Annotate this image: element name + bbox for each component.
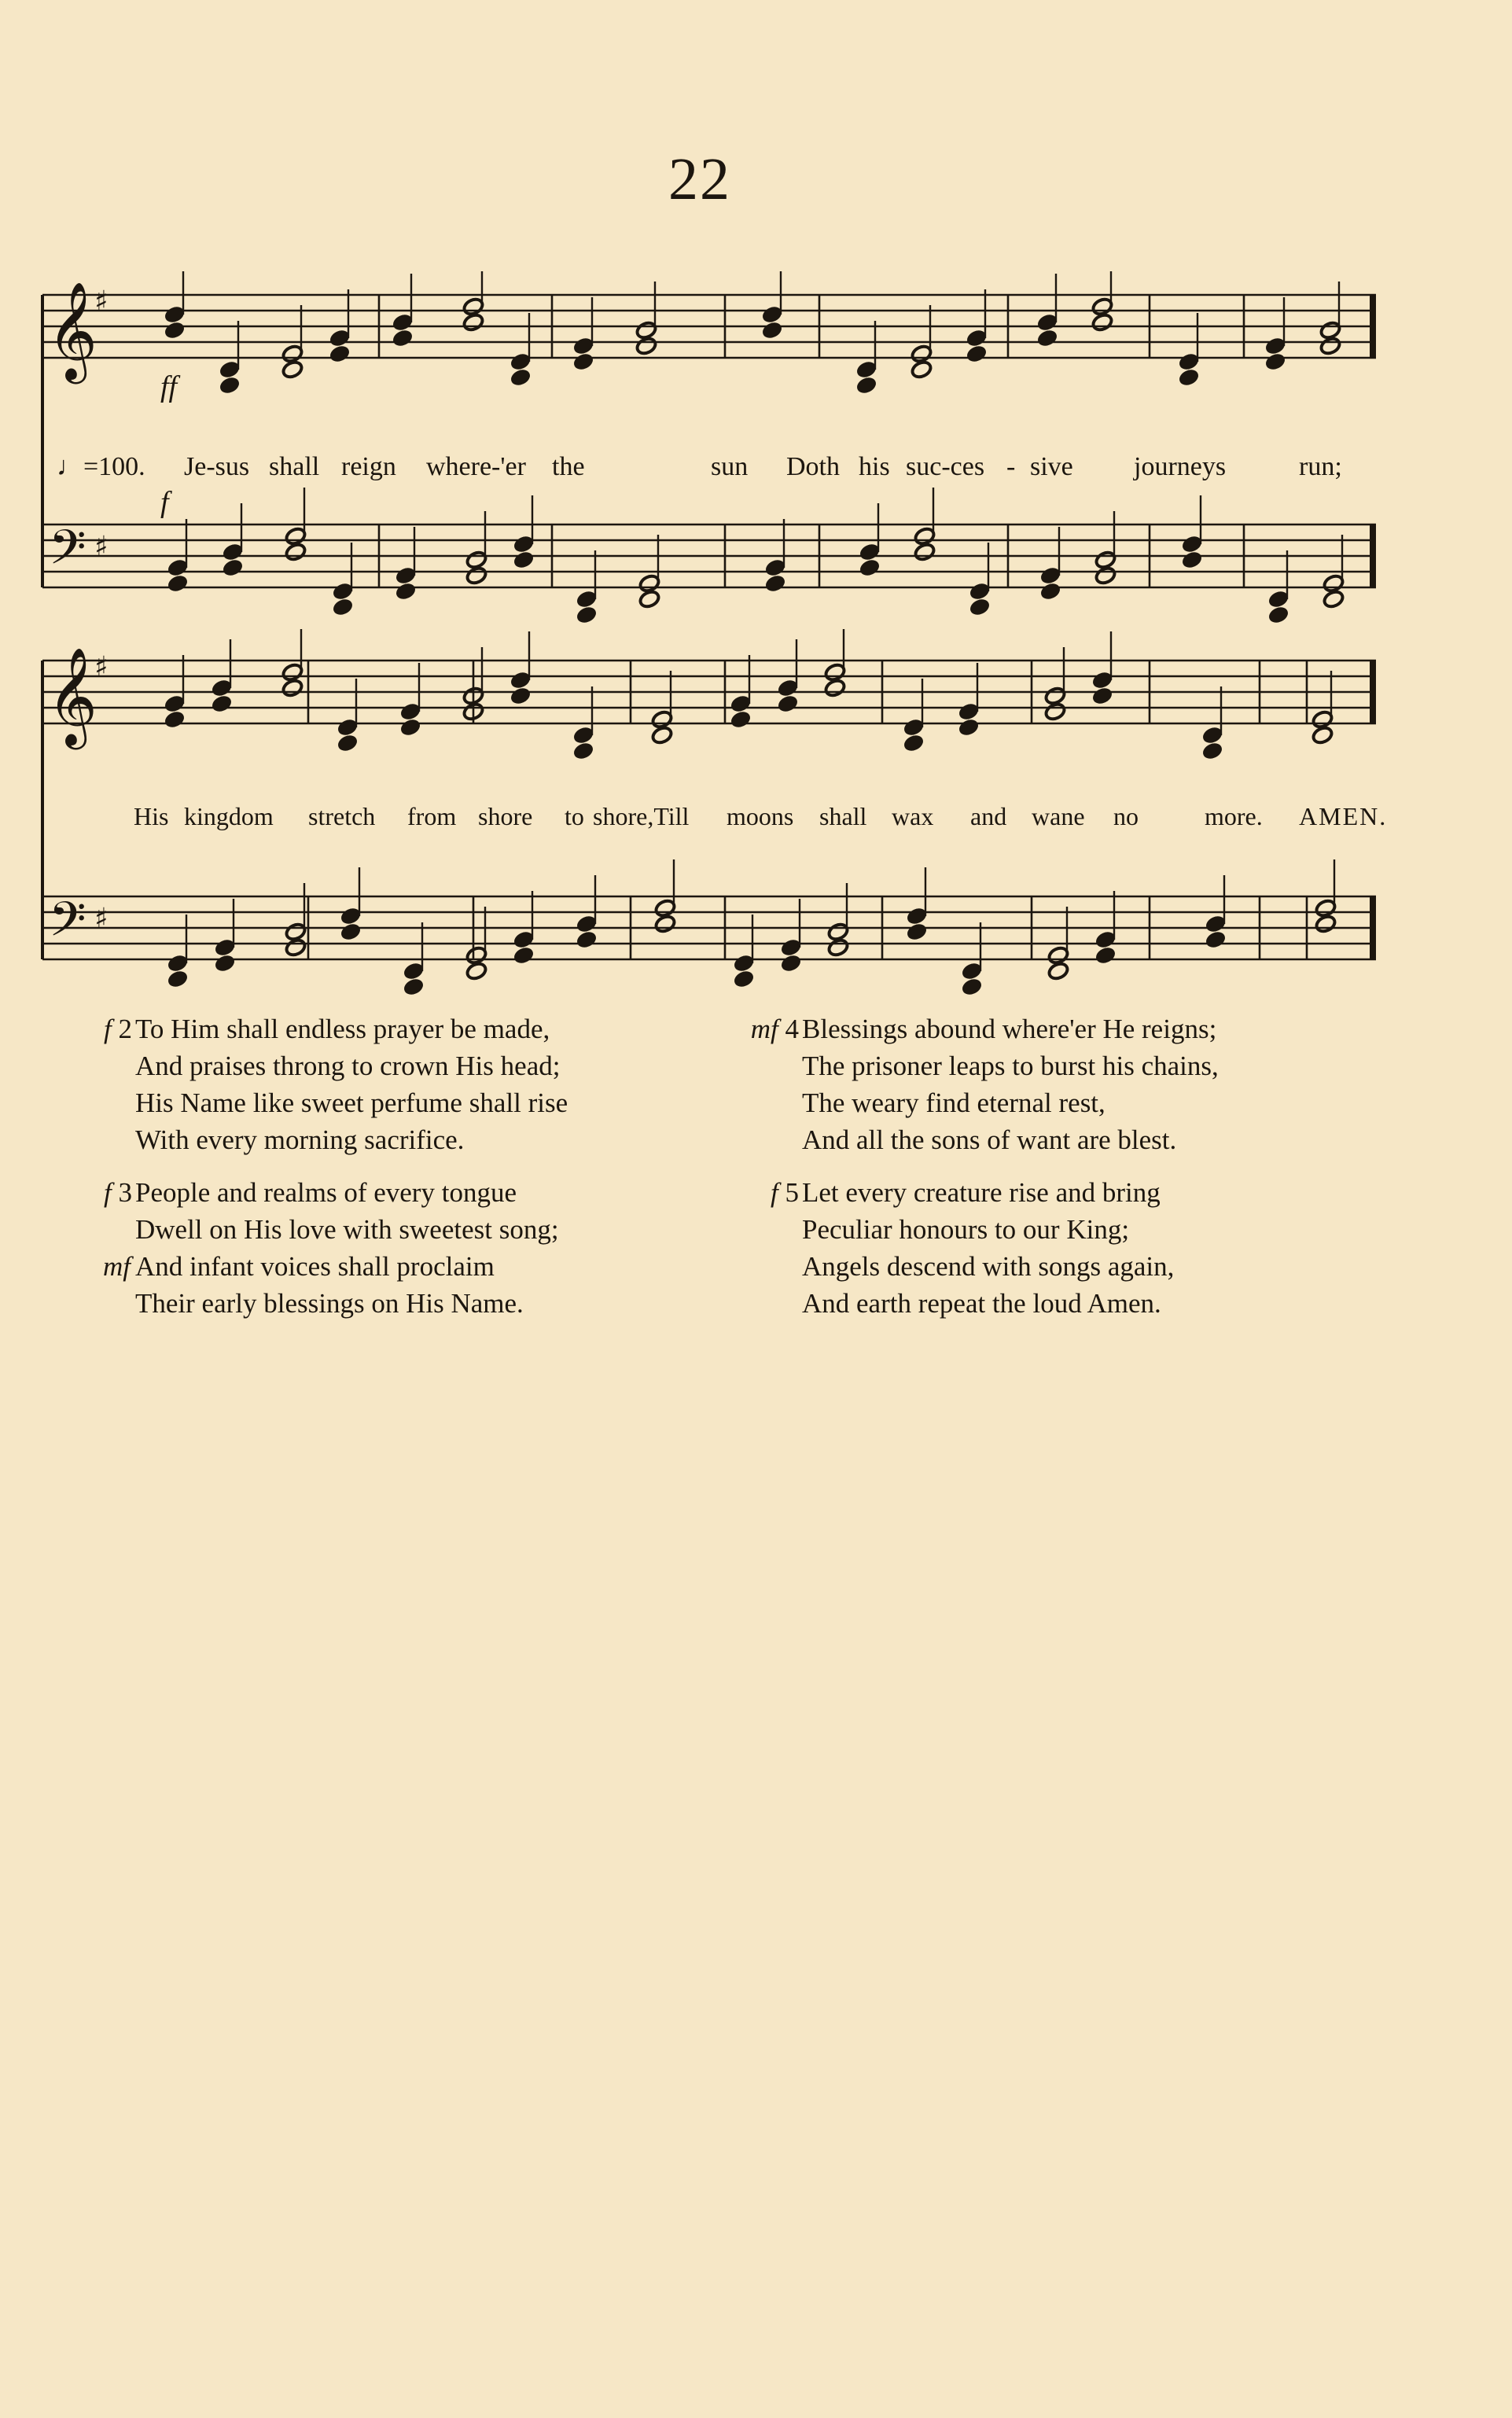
- notehead: [1036, 328, 1059, 348]
- verse-2: [104, 1010, 568, 1158]
- notehead: [906, 922, 929, 942]
- notehead: [1323, 589, 1345, 609]
- final-barline: [1370, 295, 1376, 358]
- treble-clef-icon: 𝄞: [47, 647, 97, 745]
- notehead: [764, 573, 787, 594]
- notehead: [513, 550, 535, 570]
- lyric-syllable: reign: [341, 452, 396, 481]
- notehead: [654, 914, 677, 934]
- verse-line: And praises throng to crown His head;: [135, 1051, 561, 1081]
- lyric-syllable: shall: [269, 452, 320, 481]
- notehead: [966, 344, 988, 364]
- notehead: [911, 359, 933, 380]
- lyric-syllable: shore: [478, 802, 533, 830]
- lyric-syllable: sun: [711, 452, 749, 481]
- notehead: [399, 717, 422, 738]
- notehead: [1047, 961, 1070, 981]
- notehead: [281, 359, 304, 380]
- bass-clef-icon: 𝄢: [49, 892, 86, 959]
- notehead: [219, 375, 241, 396]
- notehead: [827, 937, 850, 958]
- notehead: [164, 709, 186, 730]
- lyric-syllable: -: [1006, 452, 1016, 481]
- notehead: [1091, 686, 1114, 706]
- lyric-syllable: Je-sus: [184, 452, 250, 481]
- notehead: [392, 328, 414, 348]
- lyric-syllable: and: [970, 802, 1007, 830]
- final-barline: [1370, 524, 1376, 587]
- notehead: [730, 709, 752, 730]
- notehead: [572, 351, 595, 372]
- notehead: [285, 542, 307, 562]
- verse-4: [750, 1010, 1219, 1158]
- lyric-syllable: wax: [892, 802, 934, 830]
- lyric-syllable: wane: [1032, 802, 1085, 830]
- notehead: [1039, 581, 1062, 602]
- notehead: [465, 961, 488, 981]
- notehead: [914, 542, 936, 562]
- lyric-syllable: from: [407, 802, 457, 830]
- notehead: [733, 969, 756, 989]
- notehead: [510, 686, 532, 706]
- notehead: [1201, 741, 1224, 761]
- notehead: [513, 945, 535, 966]
- notehead: [572, 741, 595, 761]
- lyric-syllable: kingdom: [184, 802, 274, 830]
- notehead: [1319, 336, 1342, 356]
- verse-line: With every morning sacrifice.: [135, 1124, 465, 1155]
- notehead: [859, 558, 881, 578]
- lyric-syllable: His: [134, 802, 169, 830]
- verse-3: [103, 1174, 559, 1322]
- notehead: [635, 336, 658, 356]
- notehead: [780, 953, 803, 973]
- verse-line: Peculiar honours to our King;: [802, 1214, 1130, 1245]
- verse-line: Blessings abound where'er He reigns;: [802, 1014, 1217, 1044]
- music-system-2: [33, 629, 1388, 1007]
- tempo-marking: ♩=100.: [57, 452, 145, 481]
- verse-line: The prisoner leaps to burst his chains,: [802, 1051, 1219, 1081]
- notehead: [824, 678, 847, 698]
- dynamic-marking-bass: f: [160, 486, 169, 519]
- dynamic-marking-treble: ff: [160, 370, 178, 403]
- lyric-syllable: AMEN.: [1299, 802, 1388, 830]
- notehead: [211, 694, 234, 714]
- lyric-line-2: [33, 802, 1388, 841]
- line-dynamic-mark: mf: [103, 1251, 131, 1282]
- lyric-syllable: the: [552, 452, 585, 481]
- lyric-syllable: shall: [819, 802, 867, 830]
- lyric-syllable: run;: [1299, 452, 1342, 481]
- lyric-syllable: Doth: [786, 452, 840, 481]
- lyric-syllable: shore,Till: [593, 802, 690, 830]
- key-signature-sharp-icon: ♯: [94, 531, 109, 563]
- verse-line: Their early blessings on His Name.: [135, 1288, 524, 1319]
- verse-dynamic-mark: mf 4: [750, 1014, 799, 1044]
- notehead: [1312, 725, 1334, 745]
- bass-clef-icon: 𝄢: [49, 520, 86, 587]
- lyric-syllable: sive: [1030, 452, 1073, 481]
- lyric-syllable: moons: [727, 802, 794, 830]
- verse-line: To Him shall endless prayer be made,: [135, 1014, 550, 1044]
- notehead: [329, 344, 351, 364]
- verse-5: [771, 1174, 1175, 1322]
- notehead: [1044, 701, 1067, 722]
- verse-line: Dwell on His love with sweetest song;: [135, 1214, 559, 1245]
- verse-line: People and realms of every tongue: [135, 1177, 517, 1208]
- notehead: [576, 605, 598, 625]
- notehead: [332, 597, 355, 617]
- notehead: [1091, 312, 1114, 333]
- page-number: 22: [668, 146, 731, 212]
- notehead: [761, 320, 784, 340]
- verse-line: And earth repeat the loud Amen.: [802, 1288, 1161, 1319]
- verse-dynamic-mark: f 2: [104, 1014, 132, 1044]
- lyric-syllable: no: [1113, 802, 1139, 830]
- notehead: [340, 922, 362, 942]
- notehead: [164, 320, 186, 340]
- verse-line: The weary find eternal rest,: [802, 1088, 1105, 1118]
- lyric-syllable: journeys: [1134, 452, 1227, 481]
- notehead: [903, 733, 925, 753]
- lyric-syllable: suc-ces: [906, 452, 985, 481]
- verse-line: Angels descend with songs again,: [802, 1251, 1175, 1282]
- notehead: [1264, 351, 1287, 372]
- notehead: [1178, 367, 1201, 388]
- notehead: [961, 977, 984, 997]
- verse-line: His Name like sweet perfume shall rise: [135, 1088, 568, 1118]
- notehead: [651, 725, 674, 745]
- notehead: [1094, 565, 1117, 586]
- notehead: [855, 375, 878, 396]
- notehead: [969, 597, 991, 617]
- notehead: [222, 558, 245, 578]
- notehead: [403, 977, 425, 997]
- notehead: [1205, 929, 1227, 950]
- notehead: [214, 953, 237, 973]
- notehead: [1181, 550, 1204, 570]
- notehead: [510, 367, 532, 388]
- key-signature-sharp-icon: ♯: [94, 651, 109, 683]
- lyric-syllable: more.: [1205, 802, 1263, 830]
- notehead: [337, 733, 359, 753]
- lyric-syllable: his: [859, 452, 890, 481]
- notehead: [395, 581, 418, 602]
- verse-dynamic-mark: f 3: [104, 1177, 132, 1208]
- notehead: [958, 717, 980, 738]
- verse-line: Let every creature rise and bring: [802, 1177, 1161, 1208]
- notehead: [285, 937, 307, 958]
- notehead: [281, 678, 304, 698]
- verse-line: mf And infant voices shall proclaim: [135, 1248, 559, 1285]
- music-system-1: [33, 271, 1385, 633]
- lyric-syllable: where-'er: [426, 452, 526, 481]
- lyric-line-1: [33, 452, 1385, 491]
- notehead: [1094, 945, 1117, 966]
- notehead: [1267, 605, 1290, 625]
- treble-clef-icon: 𝄞: [47, 282, 97, 380]
- key-signature-sharp-icon: ♯: [94, 903, 109, 935]
- verse-line: And all the sons of want are blest.: [802, 1124, 1177, 1155]
- notehead: [638, 589, 661, 609]
- notehead: [462, 312, 485, 333]
- verse-dynamic-mark: f 5: [771, 1177, 799, 1208]
- notehead: [167, 969, 189, 989]
- final-barline: [1370, 896, 1376, 959]
- notehead: [1315, 914, 1337, 934]
- lyric-syllable: to: [565, 802, 584, 830]
- notehead: [465, 565, 488, 586]
- lyric-syllable: stretch: [308, 802, 376, 830]
- notehead: [167, 573, 189, 594]
- key-signature-sharp-icon: ♯: [94, 285, 109, 318]
- final-barline: [1370, 661, 1376, 723]
- notehead: [576, 929, 598, 950]
- notehead: [777, 694, 800, 714]
